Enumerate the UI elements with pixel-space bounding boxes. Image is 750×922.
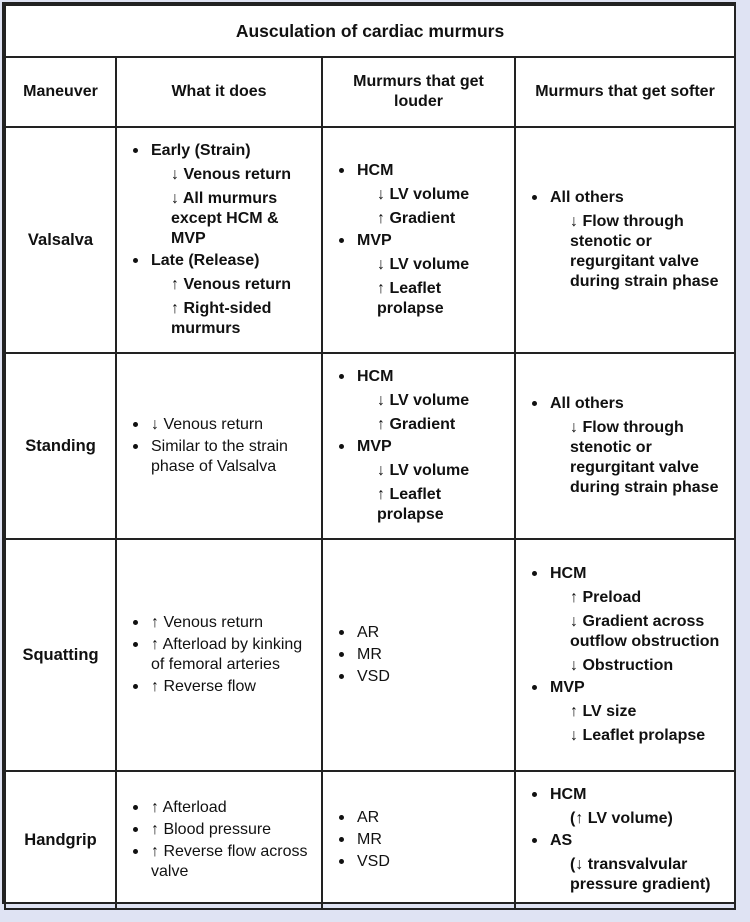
list-item — [131, 437, 313, 477]
list-item-label: HCM — [550, 786, 587, 803]
list-item-label: HCM — [550, 565, 587, 582]
list-item — [337, 161, 506, 229]
list-item — [530, 564, 726, 676]
list-item-label: HCM — [357, 162, 394, 179]
list-item-label: MVP — [357, 438, 392, 455]
louder-list — [337, 367, 506, 525]
maneuver-cell: Valsalva — [5, 127, 116, 353]
louder-cell — [322, 771, 515, 909]
what-list — [131, 141, 313, 339]
list-sub-item: ↑ Leaflet prolapse — [377, 486, 444, 523]
what-list — [131, 613, 313, 697]
what-cell — [116, 771, 322, 909]
table-title: Ausculation of cardiac murmurs — [5, 5, 735, 57]
header-louder: Murmurs that get louder — [322, 57, 515, 127]
louder-cell — [322, 353, 515, 539]
list-item — [337, 367, 506, 435]
list-item — [337, 808, 506, 828]
table-row — [5, 539, 735, 771]
list-item — [530, 394, 726, 498]
list-item — [337, 231, 506, 319]
list-item-label: VSD — [357, 853, 390, 870]
header-maneuver: Maneuver — [5, 57, 116, 127]
list-item-label: AS — [550, 832, 573, 849]
list-sub-item: ↓ LV volume — [377, 392, 470, 409]
list-item — [337, 645, 506, 665]
list-item-label: ↓ Venous return — [151, 416, 264, 433]
maneuver-cell: Handgrip — [5, 771, 116, 909]
list-item — [131, 798, 313, 818]
louder-list — [337, 161, 506, 319]
list-sub-item: (↑ LV volume) — [570, 810, 673, 827]
list-item-label: Similar to the strain phase of Valsalva — [151, 438, 288, 475]
list-item-label: MVP — [550, 679, 585, 696]
list-item — [530, 188, 726, 292]
softer-cell — [515, 539, 735, 771]
what-cell — [116, 353, 322, 539]
list-sub-item: ↓ Leaflet prolapse — [570, 727, 706, 744]
list-item — [131, 820, 313, 840]
list-item — [131, 677, 313, 697]
louder-list — [337, 623, 506, 687]
list-sub-item: ↓ Flow through stenotic or regurgitant valve during strain phase — [570, 419, 719, 496]
list-item — [530, 678, 726, 746]
list-sub-item: ↑ Preload — [570, 589, 642, 606]
list-sub-item: ↓ All murmurs except HCM & MVP — [171, 190, 279, 247]
list-item-label: All others — [550, 189, 624, 206]
list-item — [530, 831, 726, 895]
maneuver-cell: Standing — [5, 353, 116, 539]
list-sub-item: ↑ Right-sided murmurs — [171, 300, 272, 337]
list-item-label: AR — [357, 624, 380, 641]
header-softer: Murmurs that get softer — [515, 57, 735, 127]
softer-cell — [515, 353, 735, 539]
list-item-label: MR — [357, 646, 382, 663]
murmur-table — [4, 4, 736, 910]
list-item — [131, 141, 313, 249]
list-item-label: ↑ Blood pressure — [151, 821, 272, 838]
list-item — [131, 613, 313, 633]
louder-list — [337, 808, 506, 872]
what-list — [131, 798, 313, 882]
list-item-label: ↑ Reverse flow across valve — [151, 843, 308, 880]
list-item — [337, 830, 506, 850]
louder-cell — [322, 127, 515, 353]
list-item-label: HCM — [357, 368, 394, 385]
table-row — [5, 771, 735, 909]
list-item-label: VSD — [357, 668, 390, 685]
list-sub-item: ↓ LV volume — [377, 256, 470, 273]
softer-list — [530, 785, 726, 895]
list-item-label: All others — [550, 395, 624, 412]
list-sub-item: (↓ transvalvular pressure gradient) — [570, 856, 711, 893]
list-item — [530, 785, 726, 829]
list-item-label: Late (Release) — [151, 252, 260, 269]
softer-list — [530, 564, 726, 746]
list-item-label: AR — [357, 809, 380, 826]
list-item-label: ↑ Reverse flow — [151, 678, 256, 695]
list-sub-item: ↑ LV size — [570, 703, 637, 720]
list-item-label: ↑ Afterload — [151, 799, 227, 816]
list-sub-item: ↓ LV volume — [377, 186, 470, 203]
list-item-label: Early (Strain) — [151, 142, 251, 159]
list-item — [131, 842, 313, 882]
list-item — [337, 437, 506, 525]
what-list — [131, 415, 313, 477]
list-sub-item: ↓ LV volume — [377, 462, 470, 479]
list-sub-item: ↓ Venous return — [171, 166, 292, 183]
header-what-it-does: What it does — [116, 57, 322, 127]
list-item — [337, 667, 506, 687]
softer-list — [530, 394, 726, 498]
murmur-table-frame — [2, 2, 736, 904]
softer-cell — [515, 771, 735, 909]
list-item — [337, 623, 506, 643]
list-item-label: MR — [357, 831, 382, 848]
list-sub-item: ↑ Gradient — [377, 416, 456, 433]
list-sub-item: ↓ Flow through stenotic or regurgitant valve during strain phase — [570, 213, 719, 290]
louder-cell — [322, 539, 515, 771]
list-sub-item: ↓ Gradient across outflow obstruction — [570, 613, 720, 650]
list-item-label: ↑ Afterload by kinking of femoral arteries — [151, 636, 303, 673]
maneuver-cell: Squatting — [5, 539, 116, 771]
what-cell — [116, 127, 322, 353]
list-item — [337, 852, 506, 872]
list-item-label: ↑ Venous return — [151, 614, 264, 631]
softer-cell — [515, 127, 735, 353]
list-item — [131, 415, 313, 435]
list-sub-item: ↑ Venous return — [171, 276, 292, 293]
list-sub-item: ↓ Obstruction — [570, 657, 674, 674]
list-sub-item: ↑ Gradient — [377, 210, 456, 227]
what-cell — [116, 539, 322, 771]
list-item — [131, 635, 313, 675]
softer-list — [530, 188, 726, 292]
list-item-label: MVP — [357, 232, 392, 249]
table-row — [5, 353, 735, 539]
table-row — [5, 127, 735, 353]
list-sub-item: ↑ Leaflet prolapse — [377, 280, 444, 317]
list-item — [131, 251, 313, 339]
